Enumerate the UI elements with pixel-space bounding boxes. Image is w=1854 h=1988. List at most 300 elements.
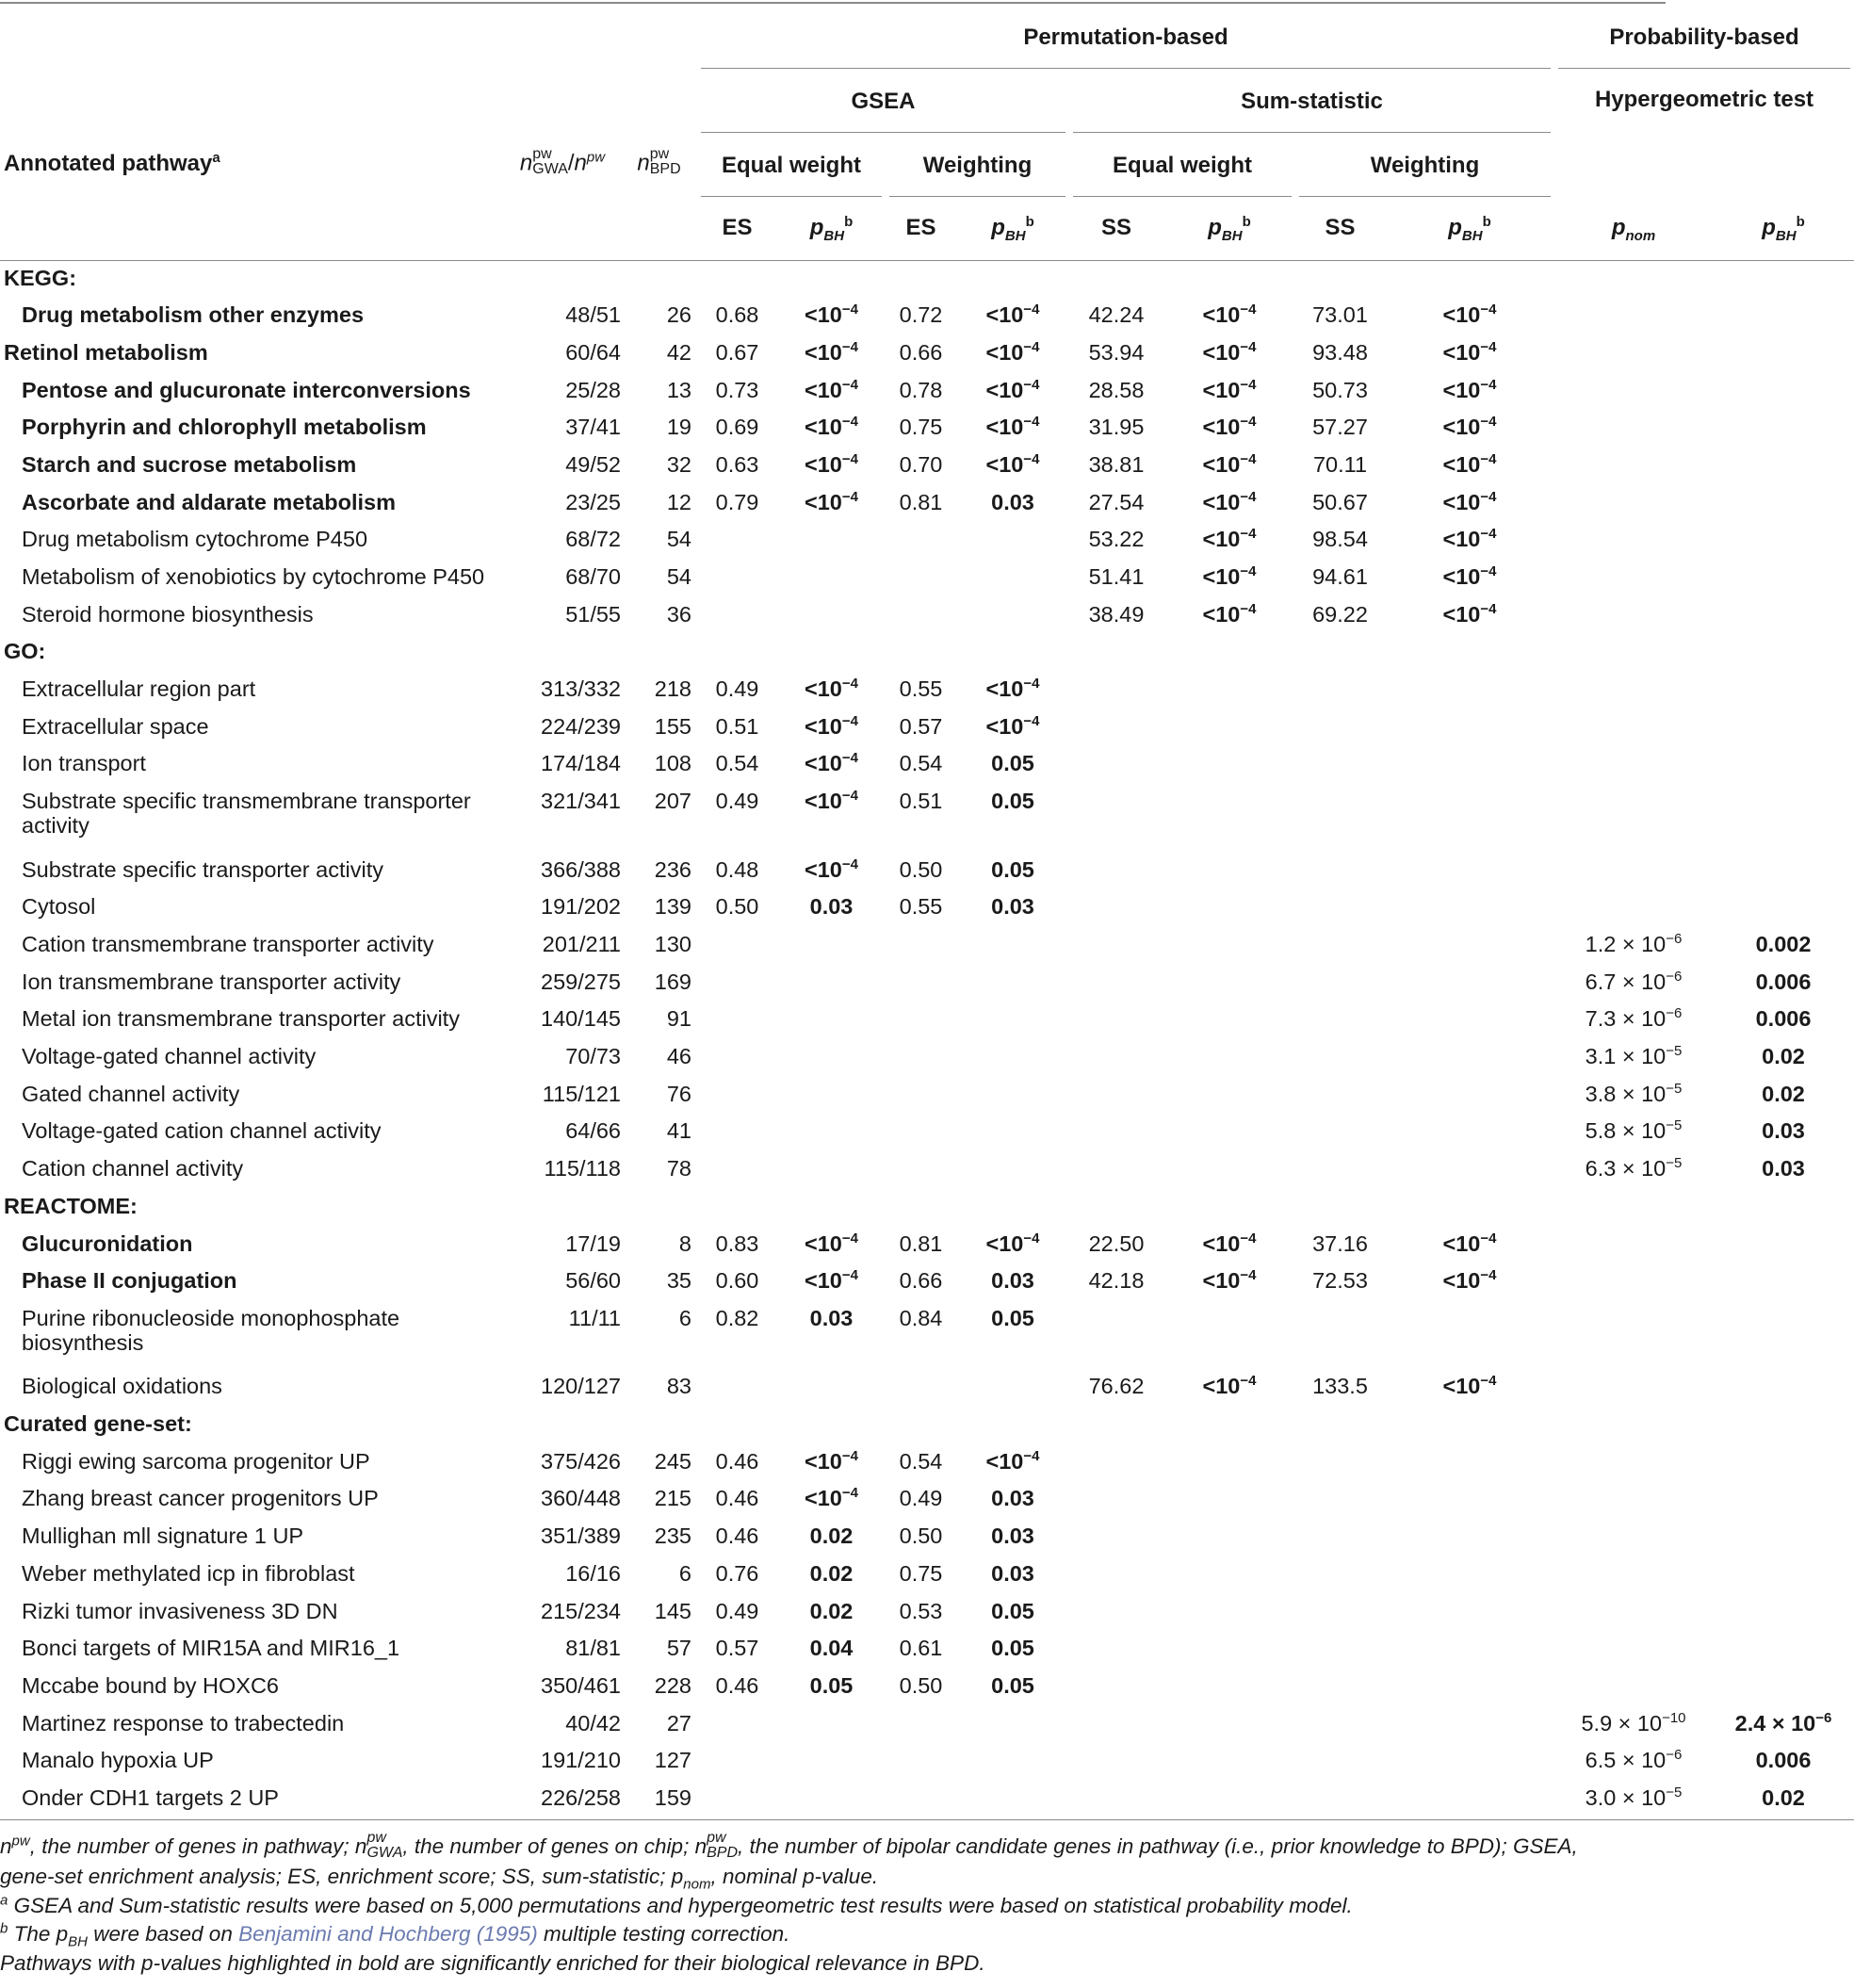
p-nom-value (1554, 1594, 1713, 1632)
ss-value (1295, 1631, 1385, 1669)
p-bh-value (1163, 1594, 1295, 1632)
n-gwa-value: 51/55 (565, 601, 621, 627)
ss-value (1295, 1444, 1385, 1482)
p-bh-value (1163, 784, 1295, 853)
es-value: 0.81 (899, 1230, 943, 1256)
ss-value (1069, 853, 1163, 890)
p-bh-value: $<10^{-4}$ (1442, 1267, 1497, 1294)
p-bh-value (1385, 889, 1554, 927)
p-bh-value: 0.03 (991, 1524, 1034, 1549)
pathway-name: Voltage-gated cation channel activity (22, 1118, 382, 1144)
p-nom-value (1554, 1263, 1713, 1301)
n-gwa-value: 64/66 (565, 1118, 621, 1144)
footnote-bold-note: Pathways with p-values highlighted in bold are significantly enriched for their biological relevance in BPD. (0, 1950, 985, 1975)
ss-value (1069, 1631, 1163, 1669)
p-bh-value (777, 1706, 886, 1744)
p-bh-value: 0.03 (809, 894, 854, 920)
es-value: 0.49 (715, 1598, 759, 1623)
pathway-name: Starch and sucrose metabolism (22, 451, 357, 477)
n-bpd-value: 35 (666, 1268, 691, 1294)
p-bh-value (1385, 1114, 1554, 1151)
es-value (886, 1151, 956, 1189)
es-value: 0.75 (899, 1560, 943, 1586)
p-bh-value (777, 560, 886, 597)
table-row (0, 335, 1854, 373)
p-bh-value: $<10^{-4}$ (985, 376, 1040, 402)
es-value (697, 1151, 777, 1189)
es-value (697, 1369, 777, 1407)
ss-value (1069, 784, 1163, 853)
pbh-header: $p_{BH}^b$ (1385, 196, 1554, 261)
p-bh-value (1163, 1114, 1295, 1151)
pathway-name: Bonci targets of MIR15A and MIR16_1 (22, 1636, 400, 1661)
ss-value (1295, 1669, 1385, 1706)
pbh-header: $p_{BH}^b$ (1713, 196, 1854, 261)
table-row (0, 1151, 1854, 1189)
p-bh-value: $<10^{-4}$ (1442, 1230, 1497, 1256)
es-value: 0.46 (715, 1524, 759, 1549)
p-bh-value: $<10^{-4}$ (805, 301, 858, 328)
es-value: 0.61 (899, 1636, 943, 1661)
n-bpd-value: 12 (666, 489, 691, 514)
pathway-name: Purine ribonucleoside monophosphate biosynthesis (22, 1305, 400, 1355)
n-bpd-value: 13 (666, 377, 691, 402)
p-bh-value (1163, 1706, 1295, 1744)
n-bpd-value: 26 (666, 302, 691, 328)
p-bh-value (956, 1743, 1069, 1781)
p-bh-value: $<10^{-4}$ (1202, 488, 1257, 514)
p-bh-value (1713, 1594, 1854, 1632)
es-value (697, 965, 777, 1002)
p-bh-value (956, 1706, 1069, 1744)
p-bh-value: $<10^{-4}$ (1202, 339, 1257, 365)
p-bh-value: $2.4 \times 10^{-6}$ (1734, 1709, 1832, 1735)
p-bh-value: $<10^{-4}$ (985, 339, 1040, 365)
p-bh-value (1713, 1301, 1854, 1370)
ss-value: 37.16 (1312, 1230, 1368, 1256)
es-value: 0.55 (899, 894, 943, 920)
table-row (0, 927, 1854, 965)
pathway-name: Biological oxidations (22, 1374, 222, 1399)
pathway-name: Onder CDH1 targets 2 UP (0, 1781, 504, 1820)
p-nom-value (1554, 448, 1713, 485)
es-value: 0.49 (715, 789, 759, 814)
n-bpd-value: 108 (654, 751, 691, 776)
gsea-equal-weight-header: Equal weight (701, 153, 882, 197)
n-bpd-value: 76 (666, 1081, 691, 1106)
es-value: 0.51 (899, 789, 943, 814)
p-bh-value (1713, 1369, 1854, 1407)
es-value (886, 1114, 956, 1151)
p-nom-value (1554, 1556, 1713, 1594)
table-row (0, 746, 1854, 784)
p-nom-value (1554, 1444, 1713, 1482)
header-row-4 (0, 196, 1854, 261)
n-gwa-value: 191/202 (541, 894, 621, 920)
p-bh-value (1713, 597, 1854, 635)
ss-value (1069, 1594, 1163, 1632)
table-row (0, 709, 1854, 747)
p-bh-value (1713, 335, 1854, 373)
table-row (0, 1002, 1854, 1039)
p-bh-value: 0.03 (991, 1486, 1034, 1511)
p-bh-value (1713, 410, 1854, 448)
p-bh-value: 0.05 (991, 1598, 1034, 1623)
ss-value (1069, 709, 1163, 747)
p-nom-value (1554, 597, 1713, 635)
table-row (0, 889, 1854, 927)
p-bh-value: 0.05 (991, 1672, 1034, 1698)
n-gwa-value: 350/461 (541, 1672, 621, 1698)
es-value (697, 1706, 777, 1744)
n-gwa-value: 259/275 (541, 969, 621, 994)
p-bh-value (1713, 746, 1854, 784)
pathway-table (0, 4, 1854, 1820)
n-bpd-value: 83 (666, 1374, 691, 1399)
ss-value (1069, 1556, 1163, 1594)
n-gwa-value: 321/341 (541, 789, 621, 814)
p-bh-value: 0.05 (991, 1636, 1034, 1661)
n-bpd-value: 57 (666, 1636, 691, 1661)
pathway-name: Mullighan mll signature 1 UP (22, 1524, 304, 1549)
p-bh-value (1385, 1151, 1554, 1189)
p-bh-value (1713, 560, 1854, 597)
p-bh-value: 0.02 (1713, 1781, 1854, 1820)
ss-value (1069, 1444, 1163, 1482)
p-nom-value: $3.1 \times 10^{-5}$ (1585, 1043, 1683, 1069)
n-bpd-value: 215 (654, 1486, 691, 1511)
table-row (0, 965, 1854, 1002)
table-row (0, 1743, 1854, 1781)
p-bh-value: $<10^{-4}$ (1442, 376, 1497, 402)
category-label: Curated gene-set: (4, 1411, 192, 1437)
p-bh-value (1163, 709, 1295, 747)
n-gwa-value: 174/184 (541, 751, 621, 776)
ss-value (1295, 1114, 1385, 1151)
ss-value (1295, 1594, 1385, 1632)
es-value (697, 560, 777, 597)
table-row (0, 1263, 1854, 1301)
es-value: 0.50 (899, 856, 943, 882)
ss-value: 22.50 (1088, 1230, 1145, 1256)
p-bh-value (956, 597, 1069, 635)
n-gwa-value: 70/73 (565, 1044, 621, 1069)
ss-value (1069, 1669, 1163, 1706)
p-bh-value (1163, 1669, 1295, 1706)
p-bh-value: $<10^{-4}$ (1202, 301, 1257, 328)
n-bpd-value: 8 (678, 1230, 691, 1256)
es-value: 0.82 (715, 1305, 759, 1330)
probability-based-header: Probability-based (1558, 24, 1850, 69)
es-value: 0.72 (899, 302, 943, 328)
p-bh-value (1713, 373, 1854, 411)
ss-value (1295, 927, 1385, 965)
p-nom-value (1554, 485, 1713, 523)
p-bh-value (1713, 1631, 1854, 1669)
n-bpd-value: 54 (666, 564, 691, 589)
pathway-name: Substrate specific transmembrane transporter activity (22, 789, 471, 839)
p-bh-value (777, 1002, 886, 1039)
p-bh-value (1163, 1039, 1295, 1077)
es-value: 0.63 (715, 451, 759, 477)
es-value: 0.50 (715, 894, 759, 920)
pathway-name: Cation channel activity (22, 1156, 244, 1181)
n-gwa-value: 115/121 (542, 1081, 621, 1106)
es-value: 0.83 (715, 1230, 759, 1256)
ss-value (1295, 1481, 1385, 1519)
ss-value: 94.61 (1312, 564, 1368, 589)
p-bh-value: $<10^{-4}$ (805, 488, 858, 514)
ss-value (1295, 1743, 1385, 1781)
es-value (886, 1002, 956, 1039)
es-value (697, 597, 777, 635)
p-bh-value: $<10^{-4}$ (1202, 451, 1257, 477)
ss-value: 50.67 (1312, 489, 1368, 514)
n-gwa-value: 226/258 (504, 1781, 626, 1820)
p-bh-value (1713, 709, 1854, 747)
pathway-name: Metal ion transmembrane transporter activity (22, 1006, 460, 1032)
n-bpd-value: 236 (654, 856, 691, 882)
p-bh-value: $<10^{-4}$ (1442, 488, 1497, 514)
p-bh-value: 0.05 (991, 751, 1034, 776)
p-nom-value (1554, 298, 1713, 335)
n-gwa-value: 375/426 (541, 1448, 621, 1474)
table-row (0, 1594, 1854, 1632)
table-row (0, 410, 1854, 448)
pathway-name: Extracellular region part (22, 676, 256, 702)
es-value (886, 597, 956, 635)
category-row (0, 1189, 1854, 1227)
p-bh-value: $<10^{-4}$ (1202, 563, 1257, 589)
p-bh-value (956, 1781, 1069, 1820)
ss-value: 76.62 (1088, 1374, 1145, 1399)
es-value: 0.84 (899, 1305, 943, 1330)
table-row (0, 1444, 1854, 1482)
ss-value (1295, 1002, 1385, 1039)
es-value (886, 522, 956, 560)
n-gwa-value: 215/234 (541, 1598, 621, 1623)
n-bpd-value: 145 (654, 1598, 691, 1623)
permutation-based-header: Permutation-based (701, 24, 1551, 69)
n-bpd-value: 245 (654, 1448, 691, 1474)
p-bh-value (1713, 298, 1854, 335)
n-gwa-value: 68/70 (565, 564, 621, 589)
table-row (0, 1039, 1854, 1077)
p-bh-value (956, 522, 1069, 560)
p-bh-value (777, 927, 886, 965)
es-value: 0.73 (715, 377, 759, 402)
n-gwa-value: 68/72 (565, 527, 621, 552)
p-bh-value (1163, 927, 1295, 965)
pathway-name: Riggi ewing sarcoma progenitor UP (22, 1448, 370, 1474)
ss-value: 50.73 (1312, 377, 1368, 402)
n-bpd-value: 207 (654, 789, 691, 814)
p-nom-value (1554, 1631, 1713, 1669)
category-row (0, 634, 1854, 672)
es-value: 0.54 (715, 751, 759, 776)
n-bpd-value: 155 (654, 713, 691, 739)
p-bh-value (1163, 1444, 1295, 1482)
ss-value (1069, 672, 1163, 709)
table-row (0, 1631, 1854, 1669)
p-bh-value (1385, 1631, 1554, 1669)
p-nom-value (1554, 889, 1713, 927)
p-nom-value (1554, 410, 1713, 448)
ss-value: 42.18 (1088, 1268, 1145, 1294)
p-bh-value (1163, 1301, 1295, 1370)
p-bh-value (1163, 672, 1295, 709)
pathway-name: Metabolism of xenobiotics by cytochrome P450 (22, 564, 485, 589)
p-bh-value: 0.002 (1755, 932, 1812, 956)
es-value: 0.57 (899, 713, 943, 739)
p-bh-value (777, 1781, 886, 1820)
ss-value: 38.81 (1088, 451, 1145, 477)
p-bh-value (1385, 1743, 1554, 1781)
table-row (0, 597, 1854, 635)
p-bh-value (1385, 1444, 1554, 1482)
es-value: 0.54 (899, 751, 943, 776)
table-footnotes (0, 1830, 1666, 1978)
p-nom-value (1554, 522, 1713, 560)
p-bh-value (1385, 927, 1554, 965)
es-value: 0.76 (715, 1560, 759, 1586)
table-row (0, 1706, 1854, 1744)
es-value: 0.48 (715, 856, 759, 882)
p-nom-value (1554, 335, 1713, 373)
ss-value (1295, 746, 1385, 784)
p-bh-value (1385, 1706, 1554, 1744)
ss-value (1295, 1556, 1385, 1594)
es-value: 0.46 (715, 1486, 759, 1511)
p-bh-value (956, 927, 1069, 965)
p-bh-value: $<10^{-4}$ (1202, 414, 1257, 440)
p-nom-value: $6.5 \times 10^{-6}$ (1585, 1747, 1683, 1773)
n-gwa-value: 201/211 (542, 932, 621, 956)
ss-value: 27.54 (1088, 489, 1145, 514)
n-bpd-header: n pw BPD (637, 146, 681, 177)
table-row (0, 1227, 1854, 1264)
p-bh-value (777, 1114, 886, 1151)
p-bh-value: 0.05 (809, 1672, 854, 1698)
p-bh-value (1385, 746, 1554, 784)
n-bpd-value: 32 (666, 451, 691, 477)
p-bh-value: $<10^{-4}$ (1442, 1373, 1497, 1399)
reference-link[interactable]: Benjamini and Hochberg (1995) (238, 1922, 538, 1947)
p-bh-value (1713, 1263, 1854, 1301)
es-value: 0.53 (899, 1598, 943, 1623)
table-row (0, 373, 1854, 411)
p-bh-value: $<10^{-4}$ (1202, 376, 1257, 402)
table-row (0, 448, 1854, 485)
p-bh-value (956, 1039, 1069, 1077)
pathway-name: Retinol metabolism (4, 339, 208, 365)
n-bpd-value: 218 (654, 676, 691, 702)
es-value: 0.79 (715, 489, 759, 514)
p-nom-value (1554, 1519, 1713, 1556)
p-bh-value (1163, 1077, 1295, 1115)
p-bh-value (1385, 965, 1554, 1002)
p-bh-value: $<10^{-4}$ (805, 376, 858, 402)
p-bh-value (1385, 1594, 1554, 1632)
p-bh-value: $<10^{-4}$ (1202, 1267, 1257, 1294)
p-bh-value: $<10^{-4}$ (1442, 451, 1497, 477)
p-bh-value: $<10^{-4}$ (1442, 339, 1497, 365)
header-row-1 (0, 4, 1854, 68)
p-nom-value: $3.0 \times 10^{-5}$ (1554, 1781, 1713, 1820)
es-value (886, 1369, 956, 1407)
pathway-name: Extracellular space (22, 713, 209, 739)
p-bh-value (777, 1077, 886, 1115)
table-row (0, 298, 1854, 335)
n-bpd-value: 228 (654, 1672, 691, 1698)
p-nom-value (1554, 853, 1713, 890)
p-bh-value (1713, 1556, 1854, 1594)
p-nom-value (1554, 1227, 1713, 1264)
ss-value (1295, 784, 1385, 853)
p-bh-value: $<10^{-4}$ (985, 1447, 1040, 1474)
ss-value (1295, 1781, 1385, 1820)
table-row (0, 672, 1854, 709)
ss-value: 38.49 (1088, 601, 1145, 627)
es-value: 0.49 (715, 676, 759, 702)
ss-value: 98.54 (1312, 527, 1368, 552)
n-gwa-value: 313/332 (541, 676, 621, 702)
n-bpd-value: 78 (666, 1156, 691, 1181)
es-value (886, 965, 956, 1002)
ss-header: SS (1069, 196, 1163, 261)
p-bh-value: $<10^{-4}$ (805, 339, 858, 365)
es-value: 0.75 (899, 415, 943, 440)
table-row (0, 1369, 1854, 1407)
pathway-name: Substrate specific transporter activity (22, 856, 383, 882)
es-value: 0.57 (715, 1636, 759, 1661)
p-nom-value: $1.2 \times 10^{-6}$ (1585, 931, 1683, 956)
n-bpd-value: 130 (654, 932, 691, 956)
annotated-pathway-header: Annotated pathway$^a$ (4, 150, 220, 176)
p-bh-value: $<10^{-4}$ (1202, 1230, 1257, 1256)
p-bh-value: 0.03 (991, 1560, 1034, 1586)
ss-value (1295, 965, 1385, 1002)
p-bh-value: 0.03 (991, 489, 1034, 514)
p-bh-value: $<10^{-4}$ (1442, 414, 1497, 440)
ss-value: 70.11 (1312, 451, 1368, 477)
ss-value (1069, 1077, 1163, 1115)
p-bh-value (1385, 1301, 1554, 1370)
p-nom-value: $7.3 \times 10^{-6}$ (1585, 1005, 1683, 1032)
p-bh-value: $<10^{-4}$ (805, 676, 858, 702)
n-bpd-value: 235 (654, 1524, 691, 1549)
ss-header: SS (1295, 196, 1385, 261)
p-bh-value (1163, 1781, 1295, 1820)
pathway-name: Gated channel activity (22, 1081, 240, 1106)
p-bh-value: $<10^{-4}$ (1442, 301, 1497, 328)
header-row-2 (0, 68, 1854, 132)
ss-value (1295, 1151, 1385, 1189)
gsea-header: GSEA (701, 89, 1065, 133)
pathway-name: Martinez response to trabectedin (22, 1710, 345, 1735)
footnote-b: $^b$ The $p_{BH}$ were based on Benjamini and Hochberg (1995) multiple testing correction. (0, 1920, 790, 1950)
p-nom-value (1554, 672, 1713, 709)
category-label: KEGG: (4, 266, 77, 290)
p-bh-value: 0.03 (1762, 1156, 1805, 1181)
p-bh-value (777, 597, 886, 635)
ss-value: 69.22 (1312, 601, 1368, 627)
n-bpd-value: 19 (666, 415, 691, 440)
p-nom-value (1554, 1669, 1713, 1706)
p-bh-value: 0.02 (809, 1524, 854, 1549)
n-gwa-value: 224/239 (541, 713, 621, 739)
p-bh-value (1385, 1481, 1554, 1519)
